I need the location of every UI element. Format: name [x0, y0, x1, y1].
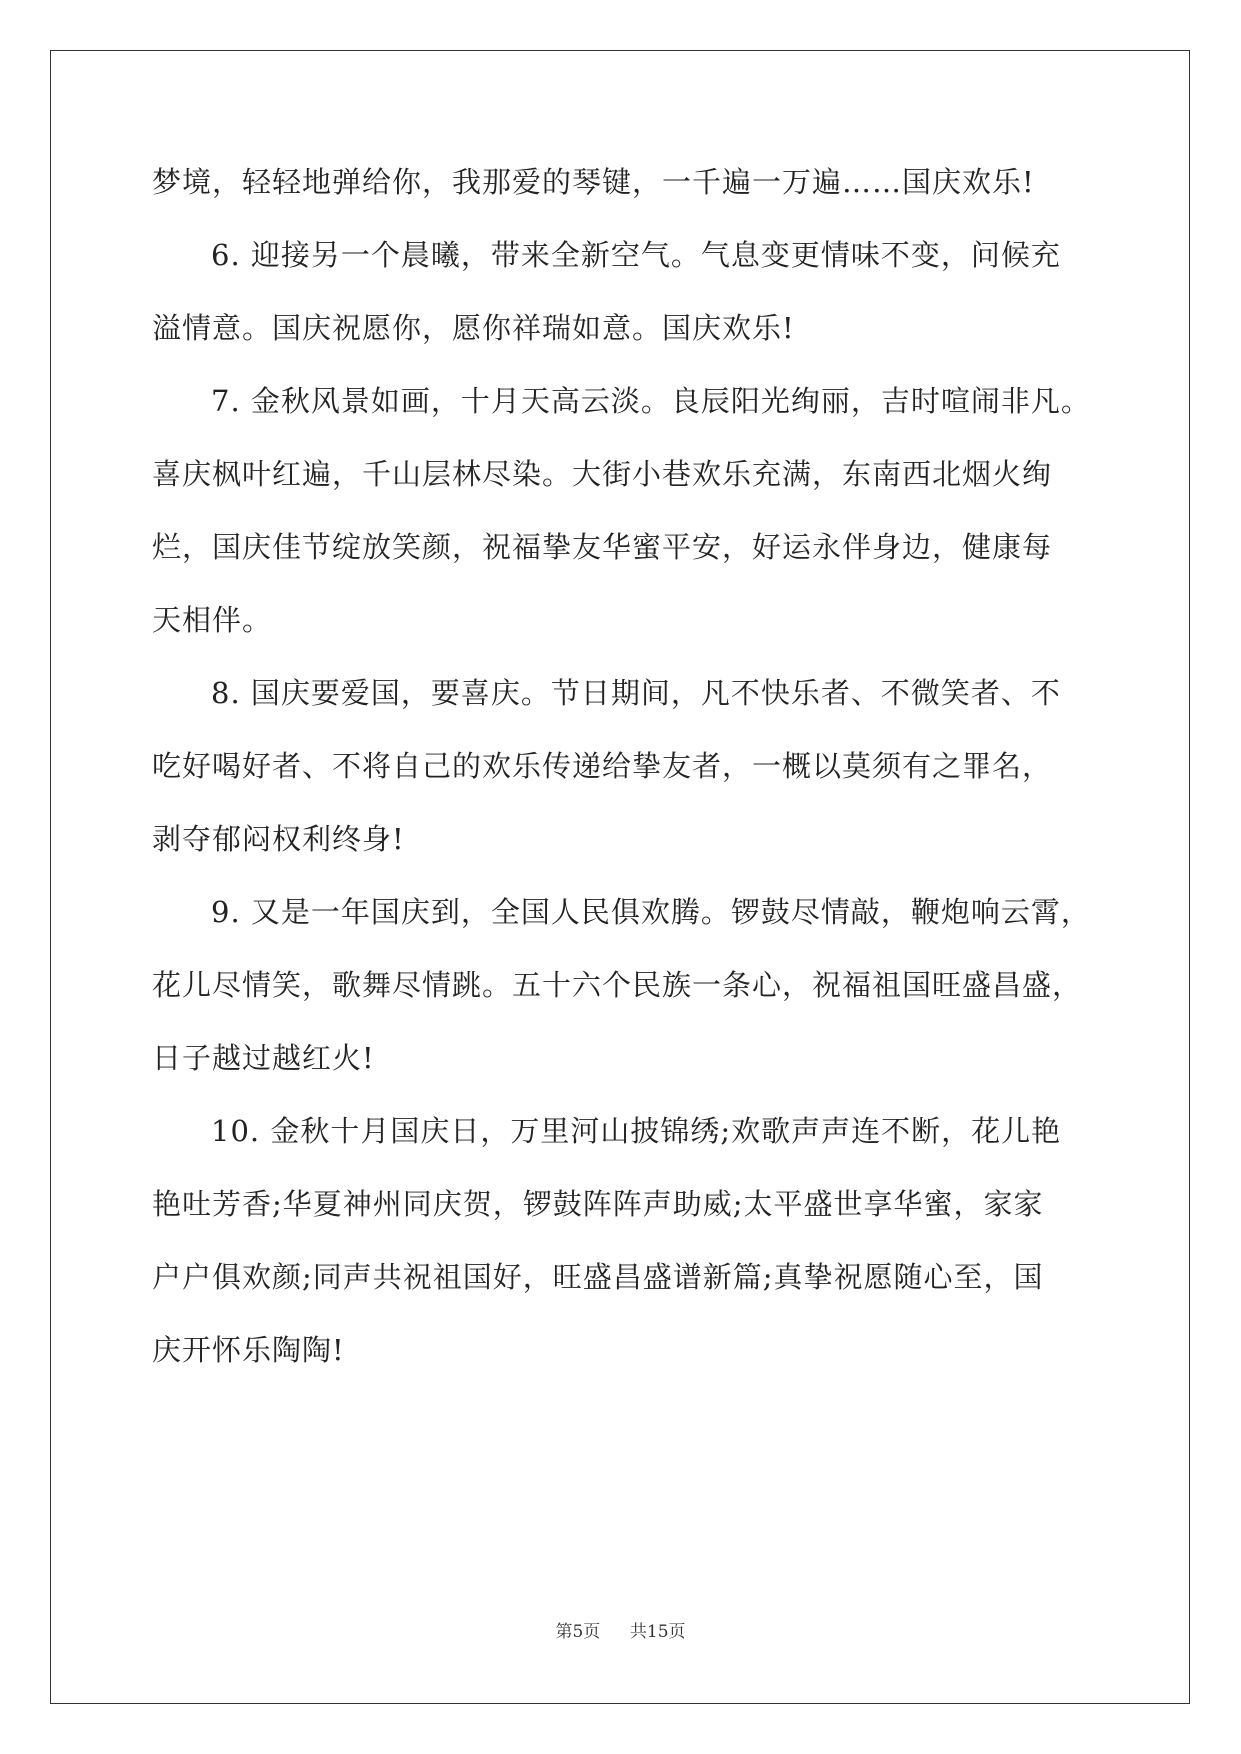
- text-line: 喜庆枫叶红遍，千山层林尽染。大街小巷欢乐充满，东南西北烟火绚: [152, 457, 1053, 491]
- text-line: 天相伴。: [152, 603, 273, 637]
- text-line: 艳吐芳香;华夏神州同庆贺，锣鼓阵阵声助威;太平盛世享华蜜，家家: [152, 1187, 1044, 1221]
- paragraph-10-line: 10. 金秋十月国庆日，万里河山披锦绣;欢歌声声连不断，花儿艳: [211, 1114, 1062, 1148]
- text-line: 吃好喝好者、不将自己的欢乐传递给挚友者，一概以莫须有之罪名，: [152, 749, 1053, 783]
- page-footer: [0, 1617, 1241, 1642]
- paragraph-6-line: 6. 迎接另一个晨曦，带来全新空气。气息变更情味不变，问候充: [211, 238, 1061, 272]
- text-line: 剥夺郁闷权利终身!: [152, 822, 405, 856]
- text-line: 庆开怀乐陶陶!: [152, 1333, 345, 1367]
- text-line: 户户俱欢颜;同声共祝祖国好，旺盛昌盛谱新篇;真挚祝愿随心至，国: [152, 1260, 1044, 1294]
- paragraph-7-line: 7. 金秋风景如画，十月天高云淡。良辰阳光绚丽，吉时喧闹非凡。: [211, 384, 1091, 418]
- page-number: 第5页: [555, 1622, 601, 1642]
- page-frame: [50, 50, 1190, 1704]
- text-line: 日子越过越红火!: [152, 1041, 375, 1075]
- text-line: 烂，国庆佳节绽放笑颜，祝福挚友华蜜平安，好运永伴身边，健康每: [152, 530, 1053, 564]
- paragraph-9-line: 9. 又是一年国庆到，全国人民俱欢腾。锣鼓尽情敲，鞭炮响云霄，: [211, 895, 1091, 929]
- page-total: 共15页: [629, 1622, 686, 1642]
- text-line: 花儿尽情笑，歌舞尽情跳。五十六个民族一条心，祝福祖国旺盛昌盛，: [152, 968, 1083, 1002]
- paragraph-8-line: 8. 国庆要爱国，要喜庆。节日期间，凡不快乐者、不微笑者、不: [211, 676, 1061, 710]
- text-line: 梦境，轻轻地弹给你，我那爱的琴键，一千遍一万遍……国庆欢乐!: [152, 165, 1035, 199]
- text-line: 溢情意。国庆祝愿你，愿你祥瑞如意。国庆欢乐!: [152, 311, 795, 345]
